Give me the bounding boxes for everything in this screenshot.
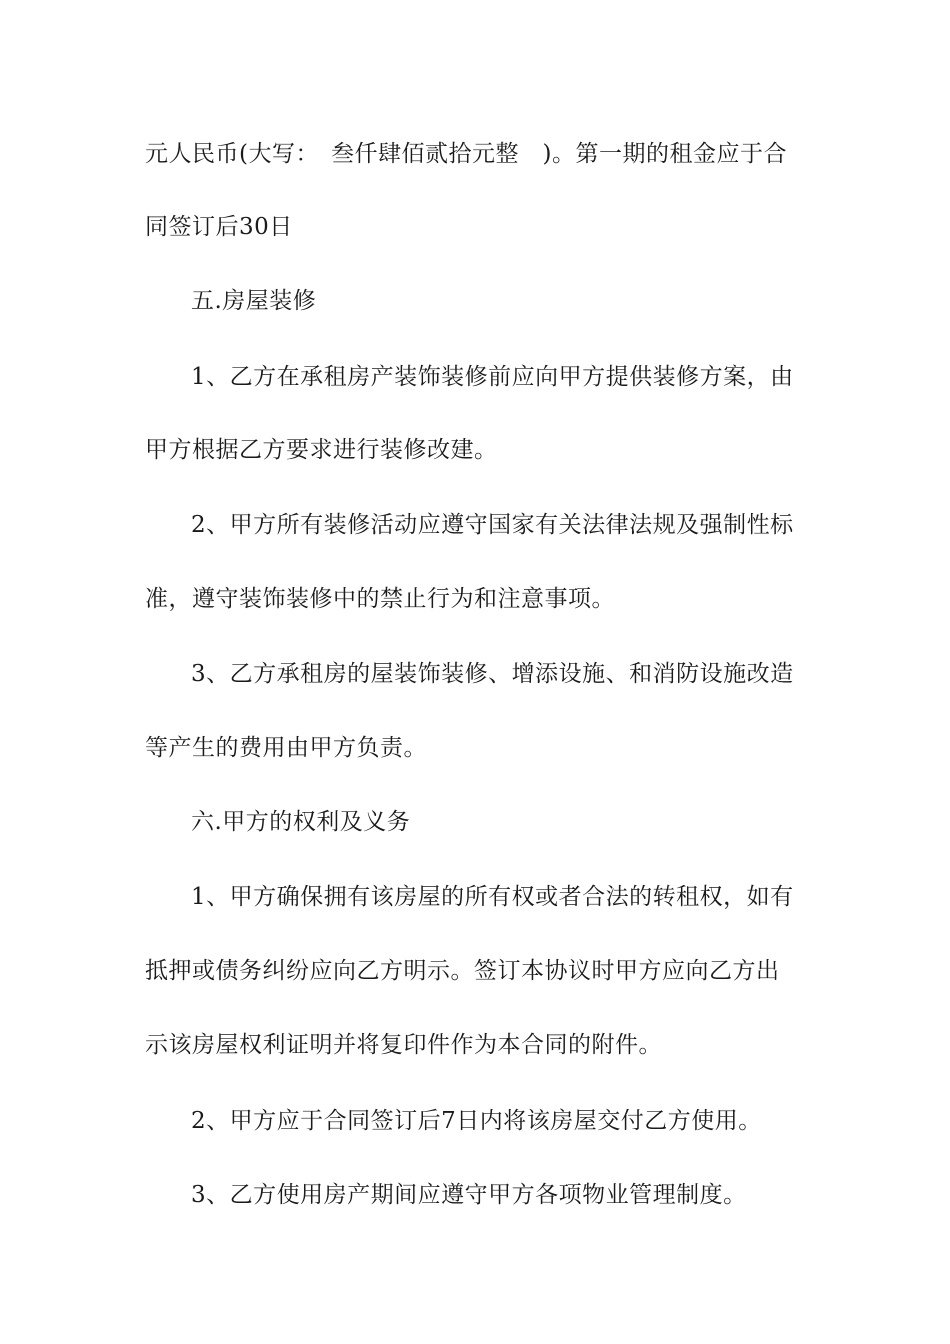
section-heading: 五.房屋装修 [191,288,317,314]
text-line: 同签订后30日 [145,214,293,240]
text-line: 3、乙方使用房产期间应遵守甲方各项物业管理制度。 [191,1182,747,1208]
text-line: 1、乙方在承租房产装饰装修前应向甲方提供装修方案，由 [191,364,794,390]
text-line: 等产生的费用由甲方负责。 [145,735,427,761]
text-line: 3、乙方承租房的屋装饰装修、增添设施、和消防设施改造 [191,661,794,687]
text-line: 元人民币(大写： 叁仟肆佰贰拾元整 )。第一期的租金应于合 [145,141,787,167]
text-line: 甲方根据乙方要求进行装修改建。 [145,437,498,463]
text-line: 1、甲方确保拥有该房屋的所有权或者合法的转租权，如有 [191,884,794,910]
text-line: 准，遵守装饰装修中的禁止行为和注意事项。 [145,586,615,612]
text-line: 2、甲方所有装修活动应遵守国家有关法律法规及强制性标 [191,512,794,538]
section-heading: 六.甲方的权利及义务 [191,809,411,835]
text-line: 抵押或债务纠纷应向乙方明示。签订本协议时甲方应向乙方出 [145,958,780,984]
text-line: 示该房屋权利证明并将复印件作为本合同的附件。 [145,1032,662,1058]
text-line: 2、甲方应于合同签订后7日内将该房屋交付乙方使用。 [191,1108,762,1134]
